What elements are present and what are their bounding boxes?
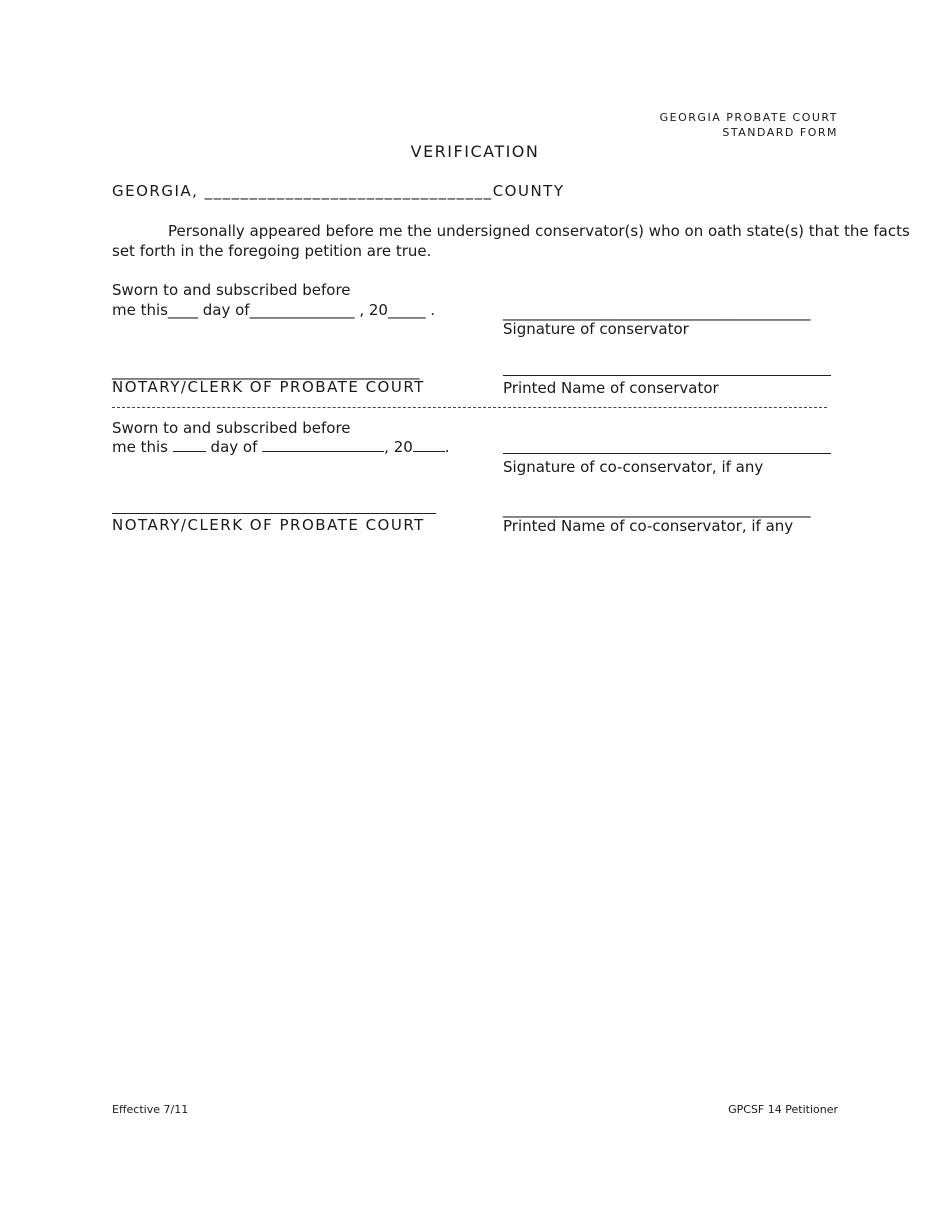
year-prefix: , 20 bbox=[384, 438, 413, 456]
co-conservator-signature-line[interactable] bbox=[503, 439, 811, 459]
effective-date: Effective 7/11 bbox=[112, 1103, 189, 1116]
section-separator bbox=[112, 407, 827, 408]
sworn-line-2: Sworn to and subscribed before bbox=[112, 419, 351, 437]
statement-line-1: Personally appeared before me the undersigned conservator(s) who on oath state(s) that the facts bbox=[168, 222, 910, 240]
day-of-label: day of bbox=[210, 438, 258, 456]
statement-line-2: set forth in the foregoing petition are true. bbox=[112, 242, 432, 260]
me-this-label: me this bbox=[112, 438, 168, 456]
court-header: GEORGIA PROBATE COURT bbox=[659, 111, 838, 124]
sworn-date-line-1[interactable]: me this____ day of______________ , 20_____ . bbox=[112, 301, 435, 319]
county-line bbox=[112, 182, 565, 200]
co-conservator-printed-name-label: Printed Name of co-conservator, if any bbox=[503, 517, 794, 535]
conservator-signature-label: Signature of conservator bbox=[503, 320, 689, 338]
form-type-header: STANDARD FORM bbox=[722, 126, 838, 139]
notary-signature-line-2[interactable] bbox=[112, 513, 436, 514]
conservator-printed-name-label: Printed Name of conservator bbox=[503, 379, 719, 397]
notary-signature-line-1[interactable]: _________________________________________ bbox=[112, 362, 420, 380]
page-title: VERIFICATION bbox=[410, 142, 540, 161]
day-blank[interactable] bbox=[173, 437, 206, 452]
month-blank[interactable] bbox=[262, 437, 384, 452]
notary-label-2: NOTARY/CLERK OF PROBATE COURT bbox=[112, 516, 425, 534]
year-blank[interactable] bbox=[413, 437, 445, 452]
co-conservator-signature-label: Signature of co-conservator, if any bbox=[503, 458, 764, 476]
sworn-date-line-2 bbox=[112, 437, 450, 457]
date-period: . bbox=[444, 438, 450, 456]
sworn-line-1: Sworn to and subscribed before bbox=[112, 281, 351, 299]
conservator-signature-line[interactable]: _________________________________________ bbox=[503, 303, 811, 321]
county-label: COUNTY bbox=[492, 182, 565, 200]
state-with-county-blank[interactable]: GEORGIA, ________________________________ bbox=[112, 182, 493, 200]
notary-label-1: NOTARY/CLERK OF PROBATE COURT bbox=[112, 378, 425, 396]
form-id: GPCSF 14 Petitioner bbox=[728, 1103, 838, 1116]
co-conservator-printed-name-line[interactable]: _________________________________________ bbox=[503, 500, 811, 518]
